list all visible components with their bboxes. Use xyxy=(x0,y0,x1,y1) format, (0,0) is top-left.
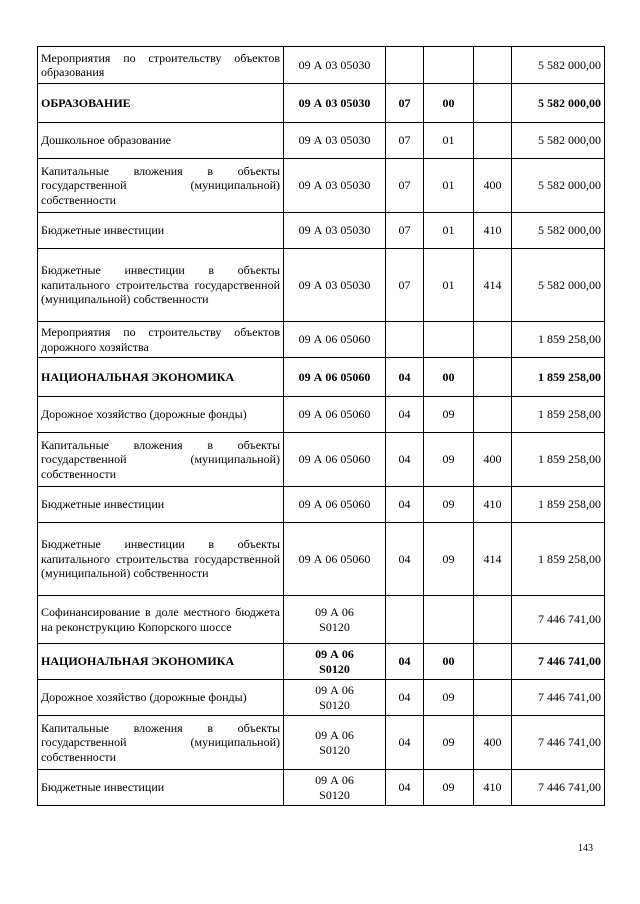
row-code-cell: 09 А 06 05060 xyxy=(284,397,386,433)
row-name-cell: Бюджетные инвестиции xyxy=(38,213,284,249)
row-type-cell: 410 xyxy=(474,770,512,806)
table-row xyxy=(38,770,605,806)
row-code-cell: 09 А 06 S0120 xyxy=(284,596,386,644)
row-name-cell: Капитальные вложения в объекты государственной (муниципальной) собственности xyxy=(38,433,284,487)
row-code-cell: 09 А 06 05060 xyxy=(284,523,386,596)
row-subsection-cell: 09 xyxy=(424,523,474,596)
table-row xyxy=(38,433,605,487)
row-section-cell: 04 xyxy=(386,487,424,523)
table-row xyxy=(38,716,605,770)
table-row xyxy=(38,644,605,680)
row-code-cell: 09 А 06 S0120 xyxy=(284,770,386,806)
table-row xyxy=(38,84,605,123)
table-row xyxy=(38,358,605,397)
row-amount-cell: 5 582 000,00 xyxy=(512,123,605,159)
row-code-cell: 09 А 03 05030 xyxy=(284,213,386,249)
row-name-cell: НАЦИОНАЛЬНАЯ ЭКОНОМИКА xyxy=(38,644,284,680)
row-type-cell: 414 xyxy=(474,249,512,322)
table-row xyxy=(38,159,605,213)
row-section-cell: 04 xyxy=(386,770,424,806)
row-section-cell: 07 xyxy=(386,123,424,159)
row-section-cell xyxy=(386,322,424,358)
row-section-cell: 07 xyxy=(386,213,424,249)
row-amount-cell: 1 859 258,00 xyxy=(512,433,605,487)
row-type-cell xyxy=(474,84,512,123)
row-type-cell: 410 xyxy=(474,213,512,249)
row-amount-cell: 5 582 000,00 xyxy=(512,159,605,213)
table-row xyxy=(38,123,605,159)
table-row xyxy=(38,487,605,523)
row-amount-cell: 1 859 258,00 xyxy=(512,358,605,397)
row-section-cell: 04 xyxy=(386,680,424,716)
row-subsection-cell: 09 xyxy=(424,397,474,433)
row-amount-cell: 7 446 741,00 xyxy=(512,680,605,716)
row-name-cell: Мероприятия по строительству объектов образования xyxy=(38,47,284,84)
row-section-cell: 07 xyxy=(386,159,424,213)
row-subsection-cell: 00 xyxy=(424,644,474,680)
table-row xyxy=(38,322,605,358)
row-code-cell: 09 А 06 05060 xyxy=(284,322,386,358)
row-name-cell: Капитальные вложения в объекты государственной (муниципальной) собственности xyxy=(38,159,284,213)
row-section-cell: 04 xyxy=(386,644,424,680)
row-section-cell: 07 xyxy=(386,84,424,123)
row-section-cell: 04 xyxy=(386,523,424,596)
row-name-cell: Дошкольное образование xyxy=(38,123,284,159)
row-name-cell: Дорожное хозяйство (дорожные фонды) xyxy=(38,680,284,716)
row-amount-cell: 7 446 741,00 xyxy=(512,644,605,680)
row-subsection-cell: 01 xyxy=(424,249,474,322)
row-subsection-cell: 09 xyxy=(424,770,474,806)
row-amount-cell: 1 859 258,00 xyxy=(512,397,605,433)
budget-table xyxy=(37,46,605,806)
row-amount-cell: 1 859 258,00 xyxy=(512,487,605,523)
row-code-cell: 09 А 03 05030 xyxy=(284,249,386,322)
row-code-cell: 09 А 06 S0120 xyxy=(284,644,386,680)
row-amount-cell: 7 446 741,00 xyxy=(512,716,605,770)
row-code-cell: 09 А 06 S0120 xyxy=(284,716,386,770)
row-type-cell xyxy=(474,358,512,397)
row-subsection-cell: 09 xyxy=(424,433,474,487)
row-amount-cell: 1 859 258,00 xyxy=(512,322,605,358)
table-row xyxy=(38,397,605,433)
row-section-cell: 07 xyxy=(386,249,424,322)
table-row xyxy=(38,596,605,644)
row-type-cell xyxy=(474,596,512,644)
row-name-cell: Бюджетные инвестиции xyxy=(38,487,284,523)
row-type-cell: 414 xyxy=(474,523,512,596)
row-amount-cell: 7 446 741,00 xyxy=(512,770,605,806)
table-row xyxy=(38,680,605,716)
row-code-cell: 09 А 06 05060 xyxy=(284,358,386,397)
row-type-cell xyxy=(474,322,512,358)
page-number: 143 xyxy=(578,843,593,854)
row-name-cell: Капитальные вложения в объекты государственной (муниципальной) собственности xyxy=(38,716,284,770)
row-type-cell: 400 xyxy=(474,716,512,770)
row-subsection-cell: 01 xyxy=(424,159,474,213)
row-type-cell: 400 xyxy=(474,433,512,487)
row-name-cell: Бюджетные инвестиции в объекты капитального строительства государственной (муниципальной) собственности xyxy=(38,249,284,322)
row-name-cell: Бюджетные инвестиции xyxy=(38,770,284,806)
row-type-cell xyxy=(474,397,512,433)
row-name-cell: Мероприятия по строительству объектов дорожного хозяйства xyxy=(38,322,284,358)
row-section-cell: 04 xyxy=(386,716,424,770)
row-subsection-cell xyxy=(424,47,474,84)
row-section-cell xyxy=(386,596,424,644)
row-name-cell: ОБРАЗОВАНИЕ xyxy=(38,84,284,123)
row-code-cell: 09 А 03 05030 xyxy=(284,159,386,213)
row-section-cell: 04 xyxy=(386,358,424,397)
row-section-cell: 04 xyxy=(386,433,424,487)
row-subsection-cell: 00 xyxy=(424,84,474,123)
row-section-cell xyxy=(386,47,424,84)
table-row xyxy=(38,47,605,84)
row-amount-cell: 5 582 000,00 xyxy=(512,84,605,123)
row-code-cell: 09 А 03 05030 xyxy=(284,47,386,84)
row-subsection-cell: 00 xyxy=(424,358,474,397)
row-name-cell: НАЦИОНАЛЬНАЯ ЭКОНОМИКА xyxy=(38,358,284,397)
row-code-cell: 09 А 03 05030 xyxy=(284,84,386,123)
row-subsection-cell: 09 xyxy=(424,680,474,716)
row-amount-cell: 5 582 000,00 xyxy=(512,213,605,249)
row-type-cell xyxy=(474,680,512,716)
row-code-cell: 09 А 06 05060 xyxy=(284,433,386,487)
row-name-cell: Дорожное хозяйство (дорожные фонды) xyxy=(38,397,284,433)
budget-table-body xyxy=(38,47,605,806)
row-subsection-cell: 01 xyxy=(424,213,474,249)
row-type-cell: 410 xyxy=(474,487,512,523)
row-name-cell: Бюджетные инвестиции в объекты капитального строительства государственной (муниципальной) собственности xyxy=(38,523,284,596)
row-subsection-cell xyxy=(424,596,474,644)
row-subsection-cell: 09 xyxy=(424,487,474,523)
row-subsection-cell xyxy=(424,322,474,358)
row-section-cell: 04 xyxy=(386,397,424,433)
row-type-cell xyxy=(474,47,512,84)
row-code-cell: 09 А 03 05030 xyxy=(284,123,386,159)
row-amount-cell: 7 446 741,00 xyxy=(512,596,605,644)
row-type-cell: 400 xyxy=(474,159,512,213)
table-row xyxy=(38,249,605,322)
table-row xyxy=(38,213,605,249)
row-amount-cell: 1 859 258,00 xyxy=(512,523,605,596)
row-type-cell xyxy=(474,123,512,159)
row-name-cell: Софинансирование в доле местного бюджета на реконструкцию Копорского шоссе xyxy=(38,596,284,644)
row-amount-cell: 5 582 000,00 xyxy=(512,249,605,322)
row-subsection-cell: 09 xyxy=(424,716,474,770)
table-row xyxy=(38,523,605,596)
row-amount-cell: 5 582 000,00 xyxy=(512,47,605,84)
row-code-cell: 09 А 06 S0120 xyxy=(284,680,386,716)
row-type-cell xyxy=(474,644,512,680)
row-subsection-cell: 01 xyxy=(424,123,474,159)
row-code-cell: 09 А 06 05060 xyxy=(284,487,386,523)
